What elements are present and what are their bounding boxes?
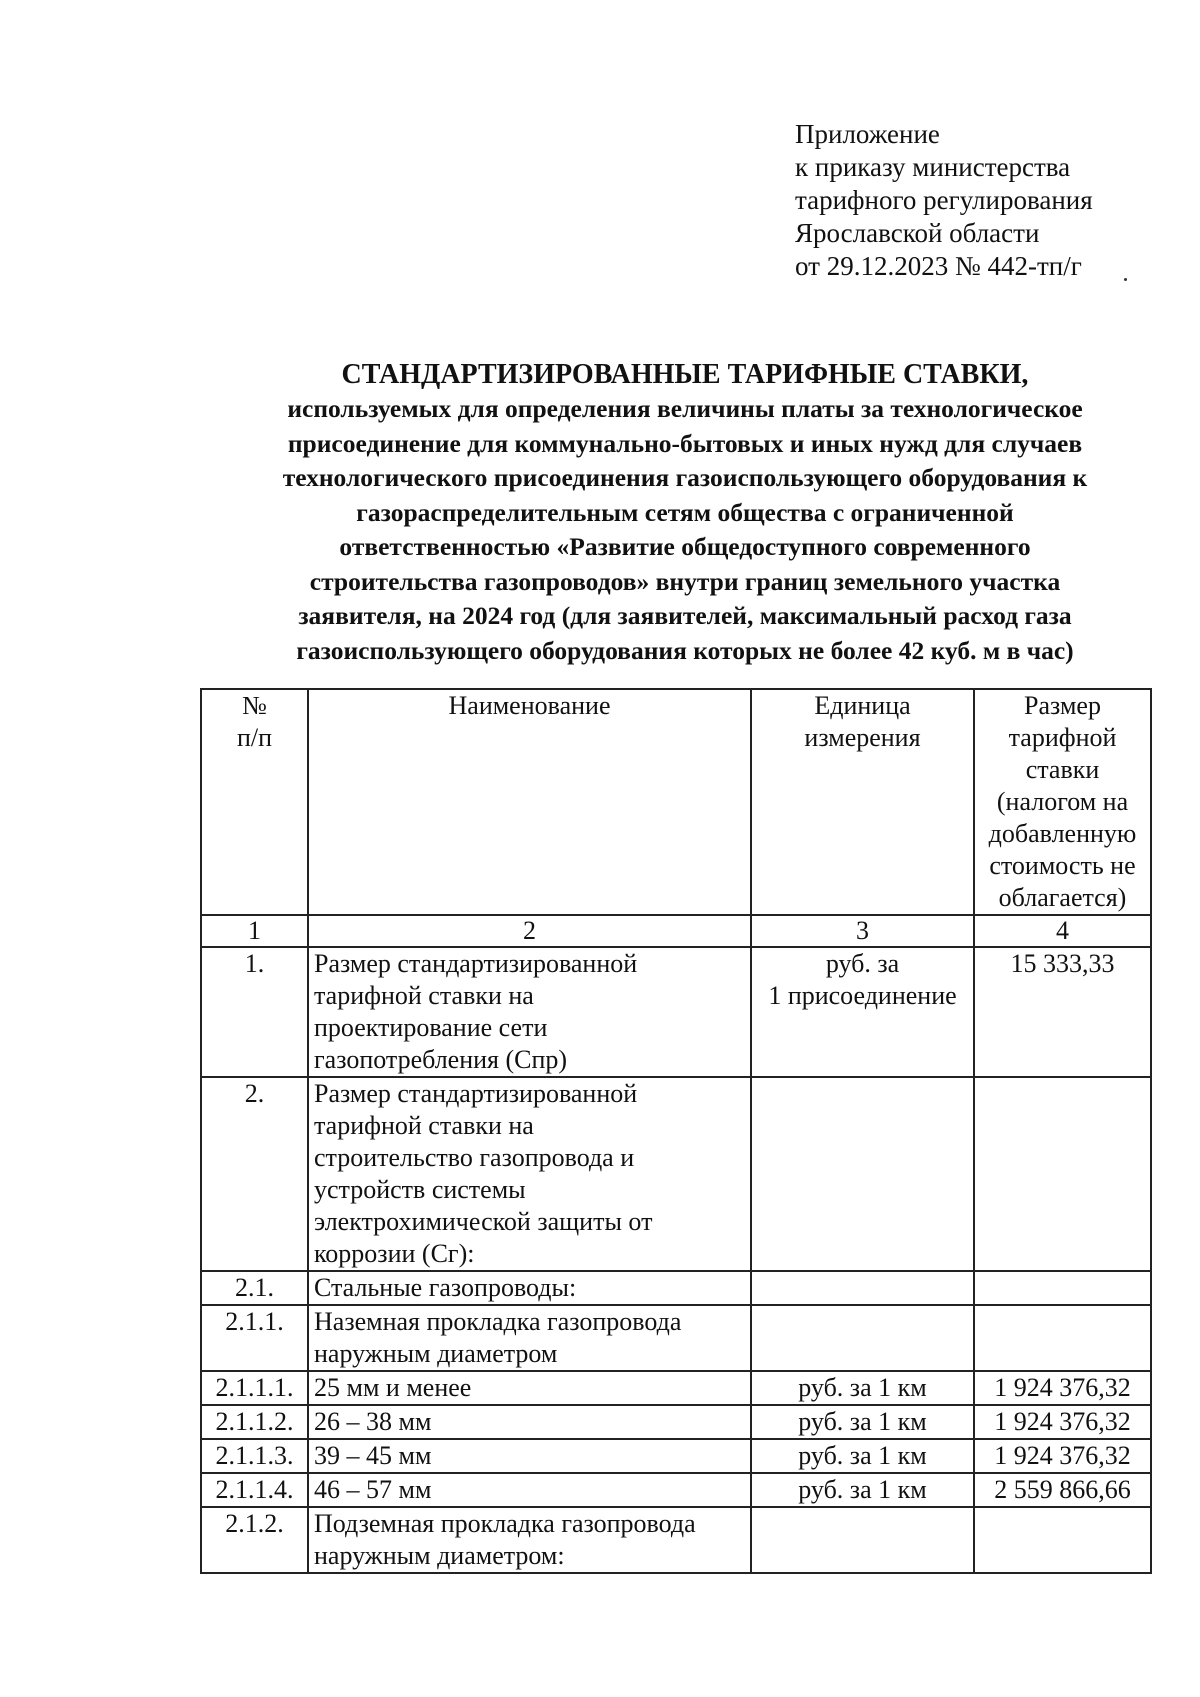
- row-number-cell: 2.: [201, 1077, 308, 1271]
- row-rate-cell: 1 924 376,32: [974, 1405, 1151, 1439]
- row-rate-cell: [974, 1507, 1151, 1573]
- header-name: Наименование: [308, 689, 751, 915]
- row-rate-cell: 1 924 376,32: [974, 1371, 1151, 1405]
- row-name-cell: Стальные газопроводы:: [308, 1271, 751, 1305]
- row-unit-cell: руб. за 1 км: [751, 1371, 974, 1405]
- row-number-cell: 2.1.1.3.: [201, 1439, 308, 1473]
- table-row: [201, 1507, 1151, 1573]
- appendix-line: Ярославской области: [795, 218, 1040, 248]
- row-number-cell: 2.1.1.4.: [201, 1473, 308, 1507]
- title-line: технологического присоединения газоиспользующего оборудования к: [282, 463, 1088, 492]
- appendix-order-line: от 29.12.2023 № 442-тп/г: [795, 251, 1082, 281]
- appendix-line: тарифного регулирования: [795, 185, 1093, 215]
- row-rate-cell: 1 924 376,32: [974, 1439, 1151, 1473]
- row-unit-cell: руб. за 1 км: [751, 1405, 974, 1439]
- row-unit-cell: [751, 1077, 974, 1271]
- table-row: [201, 1305, 1151, 1371]
- row-number-cell: 2.1.1.2.: [201, 1405, 308, 1439]
- column-number: 3: [751, 915, 974, 947]
- row-number-cell: 1.: [201, 947, 308, 1077]
- row-rate-cell: [974, 1305, 1151, 1371]
- title-line: газораспределительным сетям общества с ограниченной: [356, 497, 1014, 527]
- scan-dot: [1124, 278, 1127, 281]
- row-name-cell: 26 – 38 мм: [308, 1405, 751, 1439]
- table-row: [201, 1473, 1151, 1507]
- table-row: [201, 1371, 1151, 1405]
- row-name-cell: Размер стандартизированной тарифной ставки на строительство газопровода и устройств системы электрохимической защиты от коррозии (Сг):: [308, 1077, 751, 1271]
- table-row: [201, 947, 1151, 1077]
- row-rate-cell: [974, 1271, 1151, 1305]
- row-name-cell: Размер стандартизированной тарифной ставки на проектирование сети газопотребления (Спр): [308, 947, 751, 1077]
- title-line: строительства газопроводов» внутри границ земельного участка: [309, 566, 1061, 596]
- row-unit-cell: руб. за 1 км: [751, 1439, 974, 1473]
- row-name-cell: 39 – 45 мм: [308, 1439, 751, 1473]
- header-unit: Единица измерения: [751, 689, 974, 915]
- title-line: газоиспользующего оборудования которых не более 42 куб. м в час): [296, 635, 1074, 665]
- row-name-cell: Подземная прокладка газопровода наружным диаметром:: [308, 1507, 751, 1573]
- row-rate-cell: 2 559 866,66: [974, 1473, 1151, 1507]
- table-row: [201, 1405, 1151, 1439]
- tariff-table: [200, 688, 1152, 1574]
- column-number-row: [201, 915, 1151, 947]
- row-name-cell: Наземная прокладка газопровода наружным диаметром: [308, 1305, 751, 1371]
- row-rate-cell: 15 333,33: [974, 947, 1151, 1077]
- row-unit-cell: руб. за 1 присоединение: [751, 947, 974, 1077]
- title-line: заявителя, на 2024 год (для заявителей, максимальный расход газа: [298, 601, 1072, 630]
- column-number: 2: [308, 915, 751, 947]
- row-unit-cell: [751, 1305, 974, 1371]
- appendix-header: [795, 118, 1093, 283]
- row-name-cell: 46 – 57 мм: [308, 1473, 751, 1507]
- document-title: [220, 358, 1150, 668]
- title-line: ответственностью «Развитие общедоступного современного: [339, 532, 1031, 561]
- table-row: [201, 1439, 1151, 1473]
- table-row: [201, 1077, 1151, 1271]
- row-rate-cell: [974, 1077, 1151, 1271]
- column-number: 4: [974, 915, 1151, 947]
- column-number: 1: [201, 915, 308, 947]
- row-number-cell: 2.1.1.: [201, 1305, 308, 1371]
- row-name-cell: 25 мм и менее: [308, 1371, 751, 1405]
- header-num: № п/п: [201, 689, 308, 915]
- title-subtitle: [220, 392, 1150, 668]
- title-line: используемых для определения величины платы за технологическое: [287, 394, 1083, 423]
- table-row: [201, 1271, 1151, 1305]
- row-unit-cell: руб. за 1 км: [751, 1473, 974, 1507]
- row-number-cell: 2.1.1.1.: [201, 1371, 308, 1405]
- row-unit-cell: [751, 1271, 974, 1305]
- title-line: присоединение для коммунально-бытовых и иных нужд для случаев: [287, 428, 1083, 458]
- row-unit-cell: [751, 1507, 974, 1573]
- table-header-row: [201, 689, 1151, 915]
- appendix-line: к приказу министерства: [795, 152, 1071, 182]
- row-number-cell: 2.1.2.: [201, 1507, 308, 1573]
- row-number-cell: 2.1.: [201, 1271, 308, 1305]
- header-rate: Размер тарифной ставки (налогом на добавленную стоимость не облагается): [974, 689, 1151, 915]
- title-main: СТАНДАРТИЗИРОВАННЫЕ ТАРИФНЫЕ СТАВКИ,: [341, 359, 1029, 390]
- appendix-line: Приложение: [795, 119, 940, 149]
